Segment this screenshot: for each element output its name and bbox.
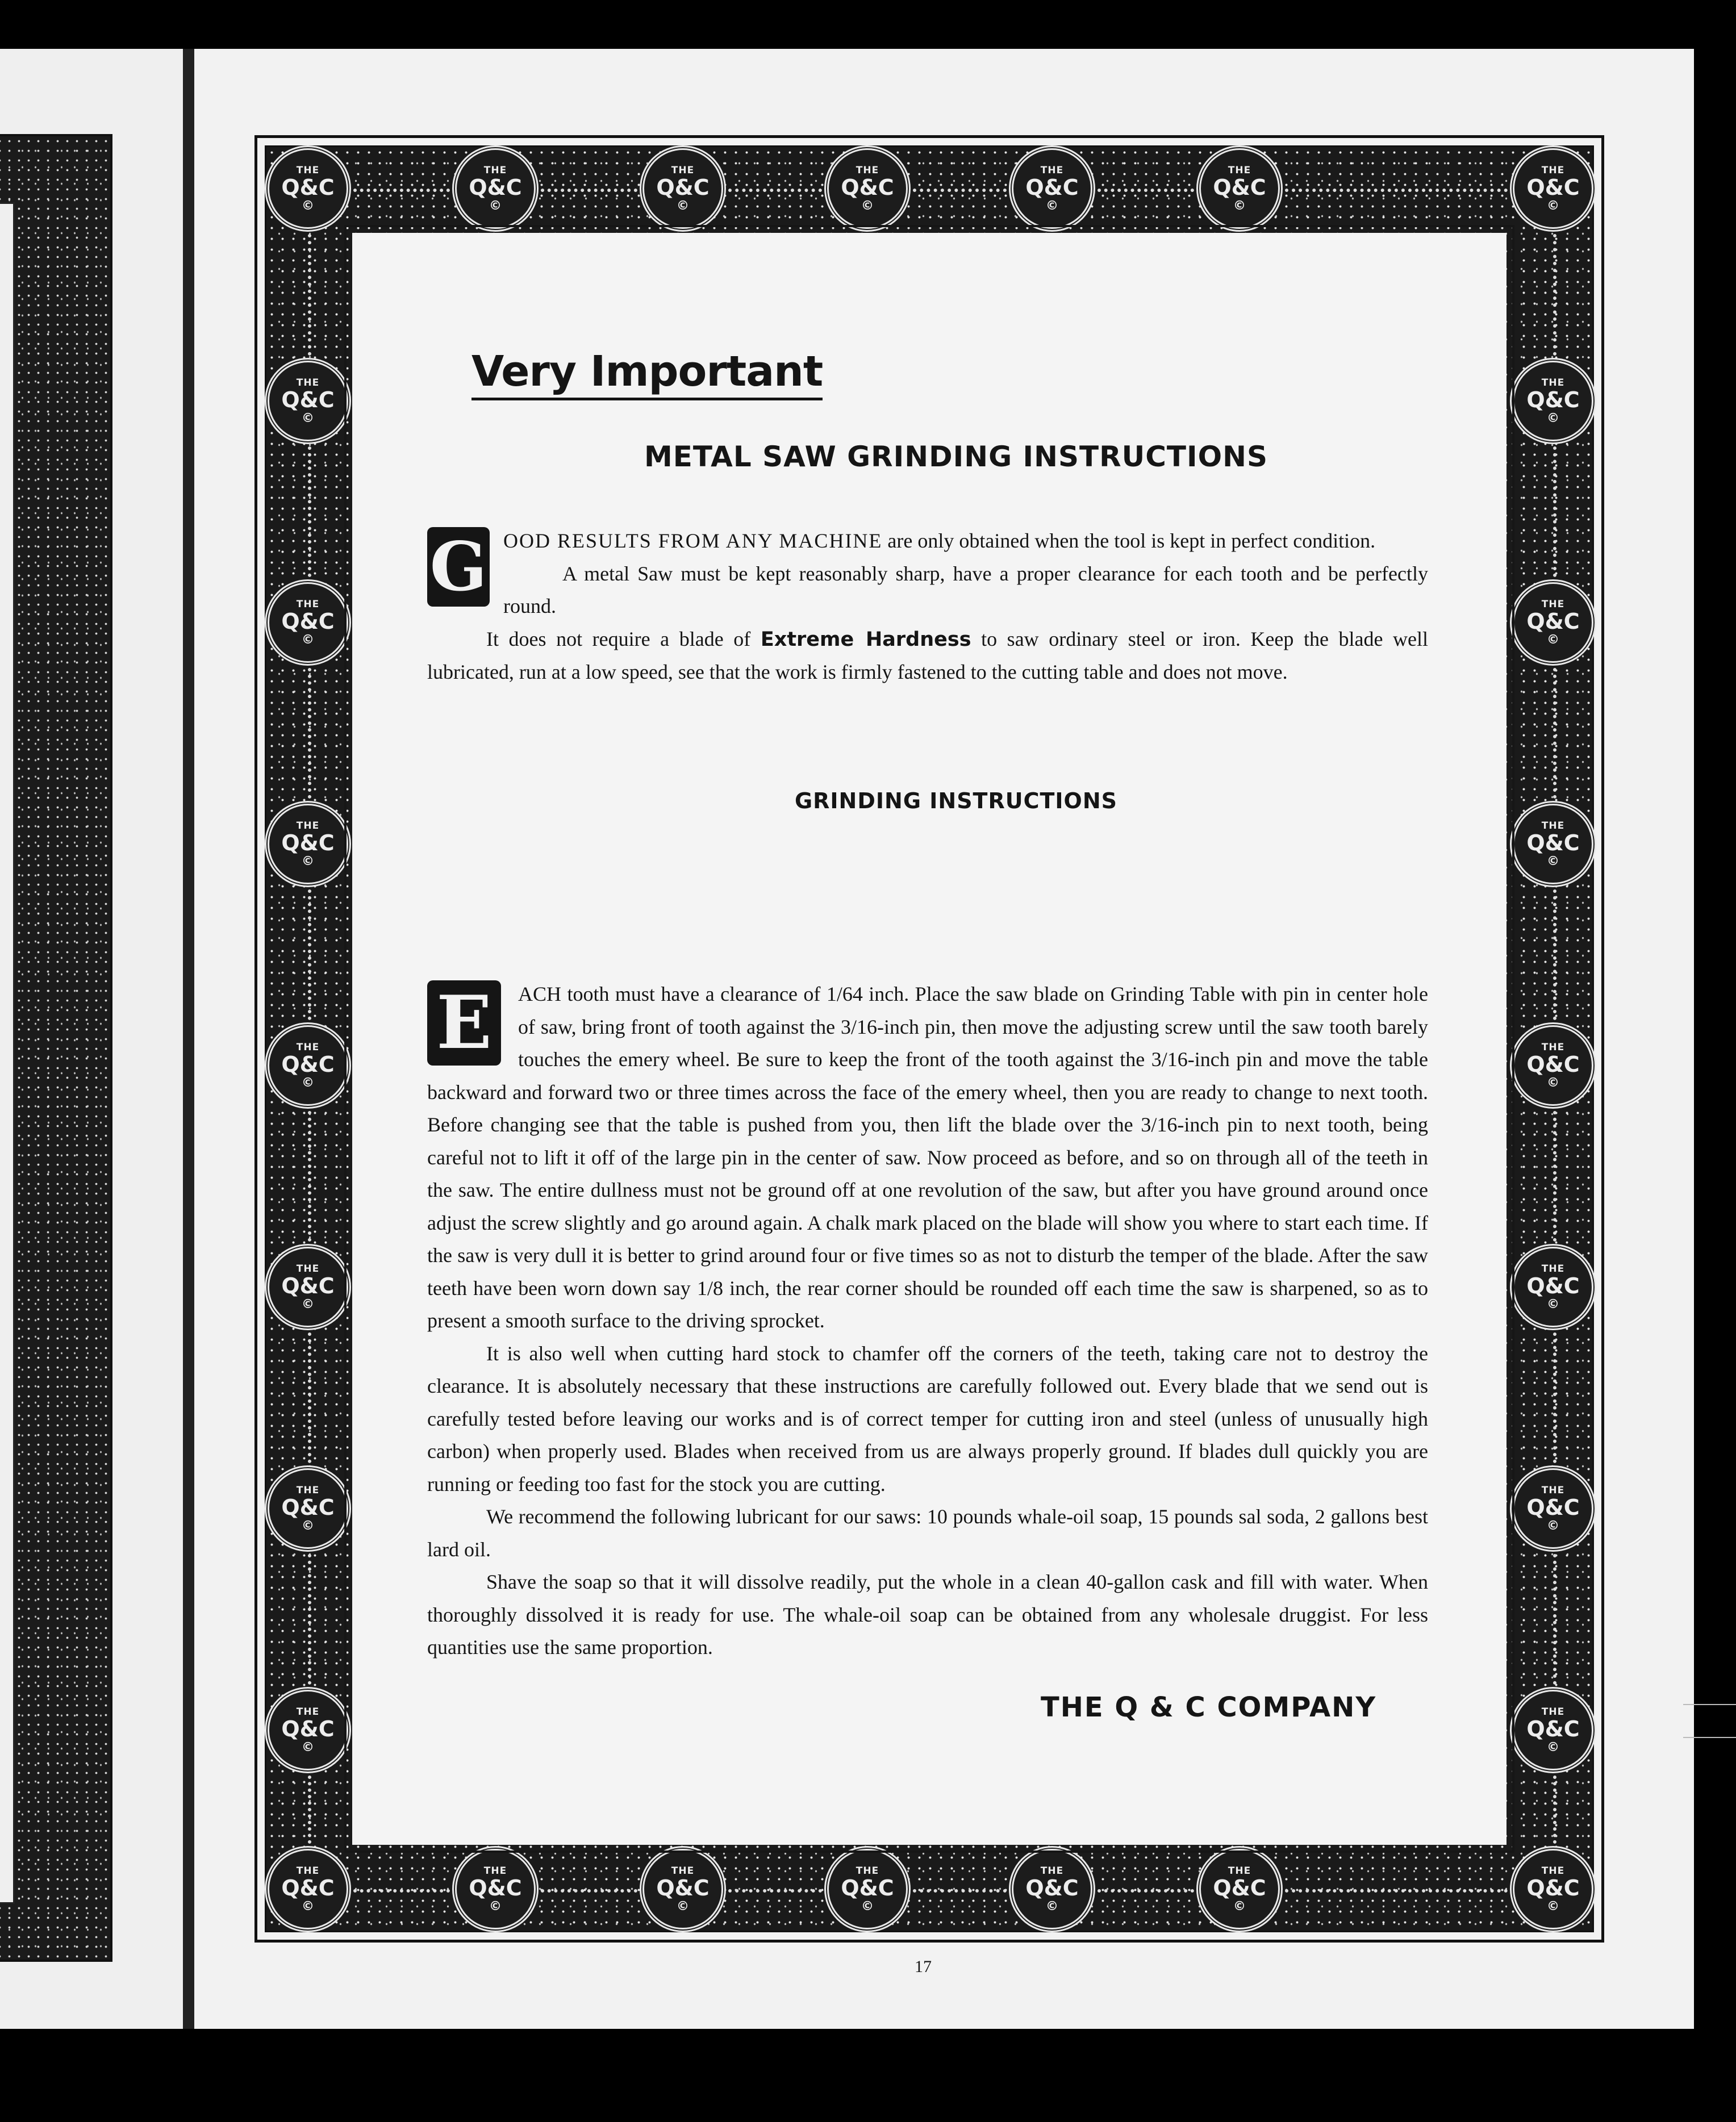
emblem-qc: Q&C — [1526, 609, 1580, 634]
emblem-qc: Q&C — [1526, 387, 1580, 412]
grinding-paragraph-3: We recommend the following lubricant for our saws: 10 pounds whale-oil soap, 15 pounds sal soda, 2 gallons best lard oil. — [427, 1505, 1428, 1561]
border-vine — [1553, 234, 1556, 356]
intro-paragraph-3 — [427, 623, 1428, 689]
emblem-copyright: © — [302, 633, 314, 647]
border-vine — [308, 234, 311, 356]
book-gutter — [183, 49, 194, 2029]
border-vine — [1553, 889, 1556, 1020]
grinding-paragraph-4: Shave the soap so that it will dissolve readily, put the whole in a clean 40-gallon cask and fill with water. When thoroughly dissolved it is ready for use. The whale-oil soap can be obtained from any wholesale druggist. For less quantities use the same proportion. — [427, 1570, 1428, 1659]
emblem-the: THE — [1541, 377, 1565, 389]
intro-paragraphs — [427, 525, 1428, 689]
emblem-copyright: © — [677, 199, 689, 213]
emblem-copyright: © — [1547, 1740, 1559, 1755]
emblem-qc: Q&C — [1526, 175, 1580, 200]
emblem-the: THE — [856, 165, 879, 176]
qc-wreath-emblem — [640, 1846, 726, 1932]
border-vine — [1097, 1889, 1194, 1893]
emblem-copyright: © — [302, 1740, 314, 1755]
border-vine — [353, 189, 450, 192]
border-vine — [1553, 1111, 1556, 1242]
emblem-the: THE — [856, 1865, 879, 1877]
emblem-copyright: © — [1233, 199, 1246, 213]
emblem-the: THE — [1541, 820, 1565, 832]
border-vine — [308, 1554, 311, 1685]
emblem-qc: Q&C — [1213, 1875, 1266, 1900]
border-vine — [1553, 668, 1556, 799]
qc-wreath-emblem — [1196, 145, 1283, 232]
emblem-qc: Q&C — [656, 175, 710, 200]
qc-wreath-emblem — [265, 1244, 351, 1330]
emblem-qc: Q&C — [469, 1875, 522, 1900]
emblem-qc: Q&C — [1526, 1052, 1580, 1077]
qc-wreath-emblem — [265, 1465, 351, 1552]
qc-wreath-emblem — [1510, 1244, 1596, 1330]
border-vine — [1553, 1554, 1556, 1685]
emblem-copyright: © — [302, 1899, 314, 1914]
emblem-the: THE — [296, 1485, 320, 1496]
qc-wreath-emblem — [1510, 145, 1596, 232]
emblem-qc: Q&C — [281, 1716, 335, 1741]
emblem-the: THE — [296, 377, 320, 389]
emblem-copyright: © — [1547, 1899, 1559, 1914]
emblem-qc: Q&C — [1526, 1716, 1580, 1741]
qc-wreath-emblem — [1510, 1687, 1596, 1773]
emblem-copyright: © — [302, 199, 314, 213]
scan-edge-mark — [1683, 1704, 1736, 1738]
intro-text: are only obtained when the tool is kept in perfect condition. — [882, 529, 1376, 552]
emblem-the: THE — [296, 1706, 320, 1718]
emblem-the: THE — [1228, 165, 1251, 176]
emblem-copyright: © — [489, 199, 502, 213]
emblem-copyright: © — [302, 854, 314, 868]
emblem-the: THE — [1040, 165, 1064, 176]
emblem-the: THE — [296, 820, 320, 832]
emblem-qc: Q&C — [1025, 1875, 1079, 1900]
emblem-the: THE — [671, 1865, 695, 1877]
border-vine — [308, 1776, 311, 1844]
qc-wreath-emblem — [265, 358, 351, 444]
emblem-copyright: © — [677, 1899, 689, 1914]
emblem-the: THE — [296, 1263, 320, 1275]
emblem-copyright: © — [1046, 1899, 1058, 1914]
emblem-qc: Q&C — [281, 1052, 335, 1077]
emblem-copyright: © — [489, 1899, 502, 1914]
border-vine — [308, 668, 311, 799]
emblem-copyright: © — [302, 1297, 314, 1311]
border-vine — [1553, 1332, 1556, 1463]
qc-wreath-emblem — [1510, 579, 1596, 666]
emblem-the: THE — [296, 1042, 320, 1053]
emblem-copyright: © — [302, 411, 314, 425]
emblem-copyright: © — [861, 1899, 874, 1914]
qc-wreath-emblem — [1510, 801, 1596, 887]
emblem-copyright: © — [1233, 1899, 1246, 1914]
emblem-the: THE — [1541, 599, 1565, 610]
emblem-the: THE — [483, 165, 507, 176]
grinding-paragraph-1: ACH tooth must have a clearance of 1/64 inch. Place the saw blade on Grinding Table with pin in center hole of saw, bring front of tooth against the 3/16-inch pin, then move the adjusting screw until the saw tooth barely touches the emery wheel. Be sure to keep the front of the tooth against the 3/16-inch pin and move the table backward and forward two or three times across the face of the emery wheel, then you are ready to change to next tooth. Before changing see that the table is pushed from you, then lift the blade over the 3/16-inch pin to next tooth, being careful not to lift it off of the large pin in the center of saw. Now proceed as before, and so on through all of the teeth in the saw. The entire dullness must not be ground off at one revolution of the saw, but after you have ground around once adjust the screw slightly and go around again. A chalk mark placed on the blade will show you where to start each time. If the saw is very dull it is better to grind around four or five times so as not to disturb the temper of the blade. After the saw teeth have been worn down say 1/8 inch, the rear corner should be rounded off each time the saw is sharpened, so as to present a smooth surface to the driving sprocket. — [427, 983, 1428, 1332]
qc-wreath-emblem — [1510, 358, 1596, 444]
intro-p3-b: to saw ordinary steel or iron. Keep the blade well lubricated, run at a low speed, see that the work is firmly fastened to the cutting table and does not move. — [427, 627, 1428, 683]
emblem-qc: Q&C — [1213, 175, 1266, 200]
border-vine — [1553, 1776, 1556, 1844]
qc-wreath-emblem — [265, 145, 351, 232]
emblem-qc: Q&C — [1526, 1495, 1580, 1520]
intro-p3-a: It does not require a blade of — [486, 627, 761, 650]
emblem-copyright: © — [1547, 1297, 1559, 1311]
emblem-qc: Q&C — [281, 387, 335, 412]
emblem-the: THE — [483, 1865, 507, 1877]
emblem-qc: Q&C — [281, 175, 335, 200]
qc-wreath-emblem — [265, 1846, 351, 1932]
emblem-the: THE — [1541, 165, 1565, 176]
emblem-copyright: © — [302, 1519, 314, 1533]
border-vine — [728, 1889, 822, 1893]
grinding-heading: GRINDING INSTRUCTIONS — [794, 788, 1118, 813]
qc-wreath-emblem — [265, 1687, 351, 1773]
emblem-qc: Q&C — [1526, 1875, 1580, 1900]
qc-wreath-emblem — [1009, 1846, 1095, 1932]
left-page-ornamental-border — [0, 134, 112, 1962]
qc-wreath-emblem — [824, 1846, 911, 1932]
grinding-paragraph-2: It is also well when cutting hard stock to chamfer off the corners of the teeth, taking care not to destroy the clearance. It is absolutely necessary that these instructions are carefully followed out. Every blade that we send out is carefully tested before leaving our works and is of correct temper for cutting iron and steel (unless of unusually high carbon) when properly used. Blades when received from us are always properly ground. If blades dull quickly you are running or feeding too fast for the stock you are cutting. — [427, 1342, 1428, 1496]
qc-wreath-emblem — [824, 145, 911, 232]
emblem-the: THE — [1228, 1865, 1251, 1877]
emblem-the: THE — [1541, 1865, 1565, 1877]
qc-wreath-emblem — [640, 145, 726, 232]
extreme-hardness-bold: Extreme Hardness — [760, 628, 971, 651]
qc-wreath-emblem — [1196, 1846, 1283, 1932]
border-vine — [308, 1111, 311, 1242]
emblem-qc: Q&C — [469, 175, 522, 200]
emblem-the: THE — [296, 599, 320, 610]
emblem-qc: Q&C — [281, 1875, 335, 1900]
emblem-copyright: © — [1547, 633, 1559, 647]
emblem-copyright: © — [1547, 1519, 1559, 1533]
emblem-qc: Q&C — [656, 1875, 710, 1900]
emblem-qc: Q&C — [281, 1273, 335, 1298]
emblem-copyright: © — [1547, 854, 1559, 868]
qc-wreath-emblem — [452, 1846, 539, 1932]
qc-wreath-emblem — [1510, 1846, 1596, 1932]
emblem-qc: Q&C — [281, 609, 335, 634]
emblem-copyright: © — [1046, 199, 1058, 213]
border-vine — [913, 189, 1007, 192]
emblem-qc: Q&C — [841, 1875, 894, 1900]
border-vine — [913, 1889, 1007, 1893]
emblem-copyright: © — [1547, 199, 1559, 213]
left-facing-page — [0, 49, 183, 2029]
emblem-copyright: © — [1547, 411, 1559, 425]
border-vine — [541, 1889, 637, 1893]
qc-wreath-emblem — [452, 145, 539, 232]
border-vine — [308, 889, 311, 1020]
emblem-qc: Q&C — [281, 830, 335, 855]
dropcap-e: E — [427, 980, 501, 1066]
page-heading: Very Important — [471, 346, 823, 400]
emblem-qc: Q&C — [1025, 175, 1079, 200]
qc-wreath-emblem — [1510, 1465, 1596, 1552]
intro-paragraph-2: A metal Saw must be kept reasonably sharp, have a proper clearance for each tooth and be perfectly round. — [503, 562, 1428, 617]
emblem-the: THE — [1541, 1042, 1565, 1053]
company-signature: THE Q & C COMPANY — [1041, 1691, 1377, 1723]
qc-wreath-emblem — [1510, 1022, 1596, 1109]
emblem-qc: Q&C — [1526, 830, 1580, 855]
border-vine — [308, 1332, 311, 1463]
section-title: METAL SAW GRINDING INSTRUCTIONS — [644, 440, 1268, 473]
emblem-qc: Q&C — [1526, 1273, 1580, 1298]
emblem-the: THE — [1040, 1865, 1064, 1877]
border-vine — [728, 189, 822, 192]
emblem-qc: Q&C — [281, 1495, 335, 1520]
border-vine — [1285, 1889, 1508, 1893]
emblem-the: THE — [296, 165, 320, 176]
emblem-qc: Q&C — [841, 175, 894, 200]
emblem-copyright: © — [302, 1076, 314, 1090]
intro-lead-caps: OOD RESULTS FROM ANY MACHINE — [503, 529, 883, 552]
emblem-copyright: © — [861, 199, 874, 213]
emblem-copyright: © — [1547, 1076, 1559, 1090]
emblem-the: THE — [1541, 1485, 1565, 1496]
qc-wreath-emblem — [265, 579, 351, 666]
page-number: 17 — [915, 1957, 932, 1976]
dropcap-g: G — [427, 527, 490, 607]
border-vine — [1097, 189, 1194, 192]
qc-wreath-emblem — [265, 801, 351, 887]
emblem-the: THE — [296, 1865, 320, 1877]
qc-wreath-emblem — [1009, 145, 1095, 232]
border-vine — [541, 189, 637, 192]
emblem-the: THE — [1541, 1263, 1565, 1275]
border-vine — [1285, 189, 1508, 192]
grinding-paragraphs — [427, 978, 1428, 1664]
qc-wreath-emblem — [265, 1022, 351, 1109]
border-vine — [353, 1889, 450, 1893]
emblem-the: THE — [671, 165, 695, 176]
emblem-the: THE — [1541, 1706, 1565, 1718]
